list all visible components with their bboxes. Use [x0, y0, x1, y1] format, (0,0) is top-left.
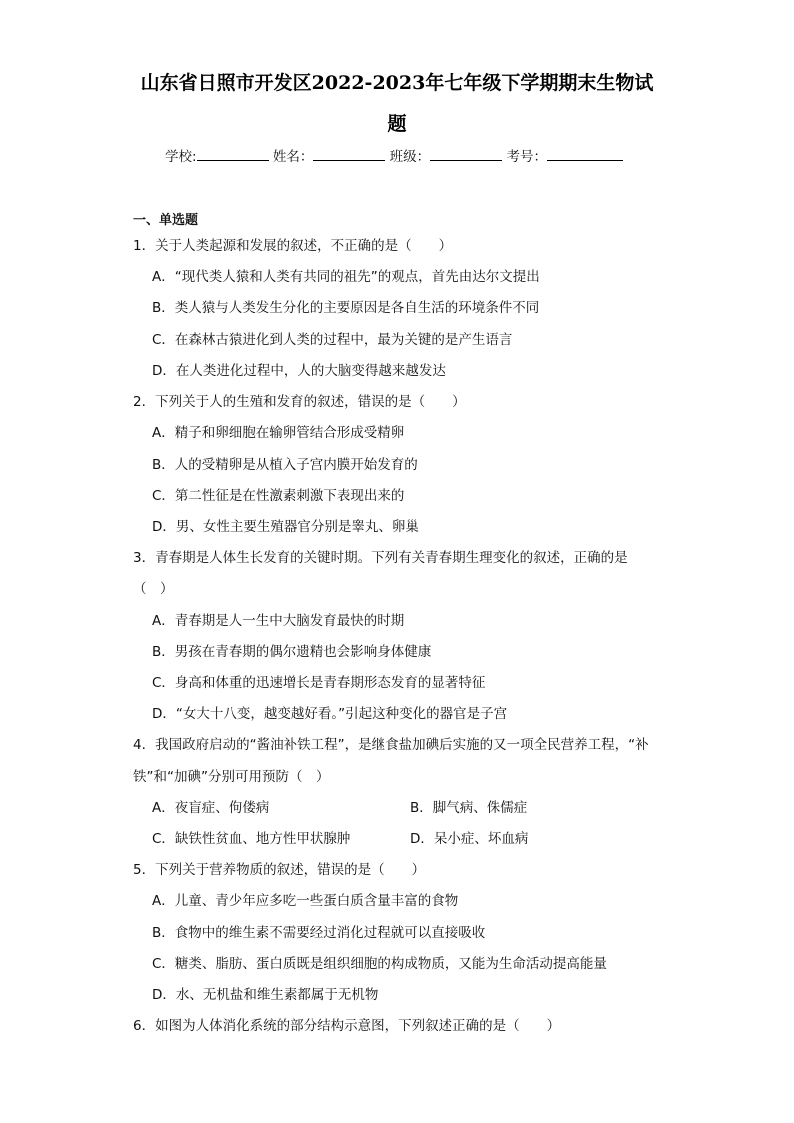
question-5-option-d: D．水、无机盐和维生素都属于无机物 — [152, 987, 379, 1003]
question-2-option-d: D．男、女性主要生殖器官分别是睾丸、卵巢 — [152, 519, 419, 535]
question-6-stem: 6．如图为人体消化系统的部分结构示意图，下列叙述正确的是（ ） — [133, 1018, 561, 1034]
name-blank — [313, 148, 385, 161]
class-label: 班级： — [389, 149, 431, 165]
exam-number-label: 考号： — [506, 149, 547, 165]
question-4-option-a: A．夜盲症、佝偻病 — [152, 800, 270, 816]
exam-number-blank — [547, 148, 623, 161]
student-info-fields — [165, 145, 623, 165]
question-3-stem-line2: （ ） — [133, 581, 174, 597]
name-label: 姓名： — [272, 149, 314, 165]
question-3-option-a: A．青春期是人一生中大脑发育最快的时期 — [152, 613, 405, 629]
question-5-option-b: B．食物中的维生素不需要经过消化过程就可以直接吸收 — [152, 925, 486, 941]
question-2-option-a: A．精子和卵细胞在输卵管结合形成受精卵 — [152, 425, 405, 441]
question-2-option-b: B．人的受精卵是从植入子宫内膜开始发育的 — [152, 457, 418, 473]
question-2-stem: 2．下列关于人的生殖和发育的叙述，错误的是（ ） — [133, 394, 466, 410]
class-blank — [430, 148, 502, 161]
question-1-option-b: B．类人猿与人类发生分化的主要原因是各自生活的环境条件不同 — [152, 300, 540, 316]
exam-title-line2: 题 — [387, 113, 407, 135]
question-4-option-c: C．缺铁性贫血、地方性甲状腺肿 — [152, 831, 351, 847]
school-label: 学校: — [165, 149, 197, 165]
section-heading: 一、单选题 — [133, 213, 199, 228]
question-3-stem-line1: 3．青春期是人体生长发育的关键时期。下列有关青春期生理变化的叙述，正确的是 — [133, 550, 628, 566]
question-5-option-c: C．糖类、脂肪、蛋白质既是组织细胞的构成物质，又能为生命活动提高能量 — [152, 956, 607, 972]
question-4-stem-line2: 铁”和“加碘”分别可用预防（ ） — [133, 769, 330, 785]
question-3-option-c: C．身高和体重的迅速增长是青春期形态发育的显著特征 — [152, 675, 486, 691]
question-3-option-d: D．“女大十八变，越变越好看。”引起这种变化的器官是子宫 — [152, 706, 508, 722]
question-4-stem-line1: 4．我国政府启动的“酱油补铁工程”，是继食盐加碘后实施的又一项全民营养工程，“补 — [133, 737, 649, 753]
question-2-option-c: C．第二性征是在性激素刺激下表现出来的 — [152, 488, 405, 504]
question-1-option-c: C．在森林古猿进化到人类的过程中，最为关键的是产生语言 — [152, 332, 513, 348]
question-4-option-d: D．呆小症、坏血病 — [410, 831, 529, 847]
question-3-option-b: B．男孩在青春期的偶尔遗精也会影响身体健康 — [152, 644, 432, 660]
question-1-option-a: A．“现代类人猿和人类有共同的祖先”的观点，首先由达尔文提出 — [152, 269, 540, 285]
exam-title-line1: 山东省日照市开发区2022-2023年七年级下学期期末生物试 — [140, 72, 654, 94]
question-5-option-a: A．儿童、青少年应多吃一些蛋白质含量丰富的食物 — [152, 893, 459, 909]
school-blank — [197, 148, 269, 161]
question-1-option-d: D．在人类进化过程中，人的大脑变得越来越发达 — [152, 363, 446, 379]
question-5-stem: 5．下列关于营养物质的叙述，错误的是（ ） — [133, 862, 426, 878]
question-1-stem: 1．关于人类起源和发展的叙述，不正确的是（ ） — [133, 238, 453, 254]
question-4-option-b: B．脚气病、侏儒症 — [410, 800, 528, 816]
